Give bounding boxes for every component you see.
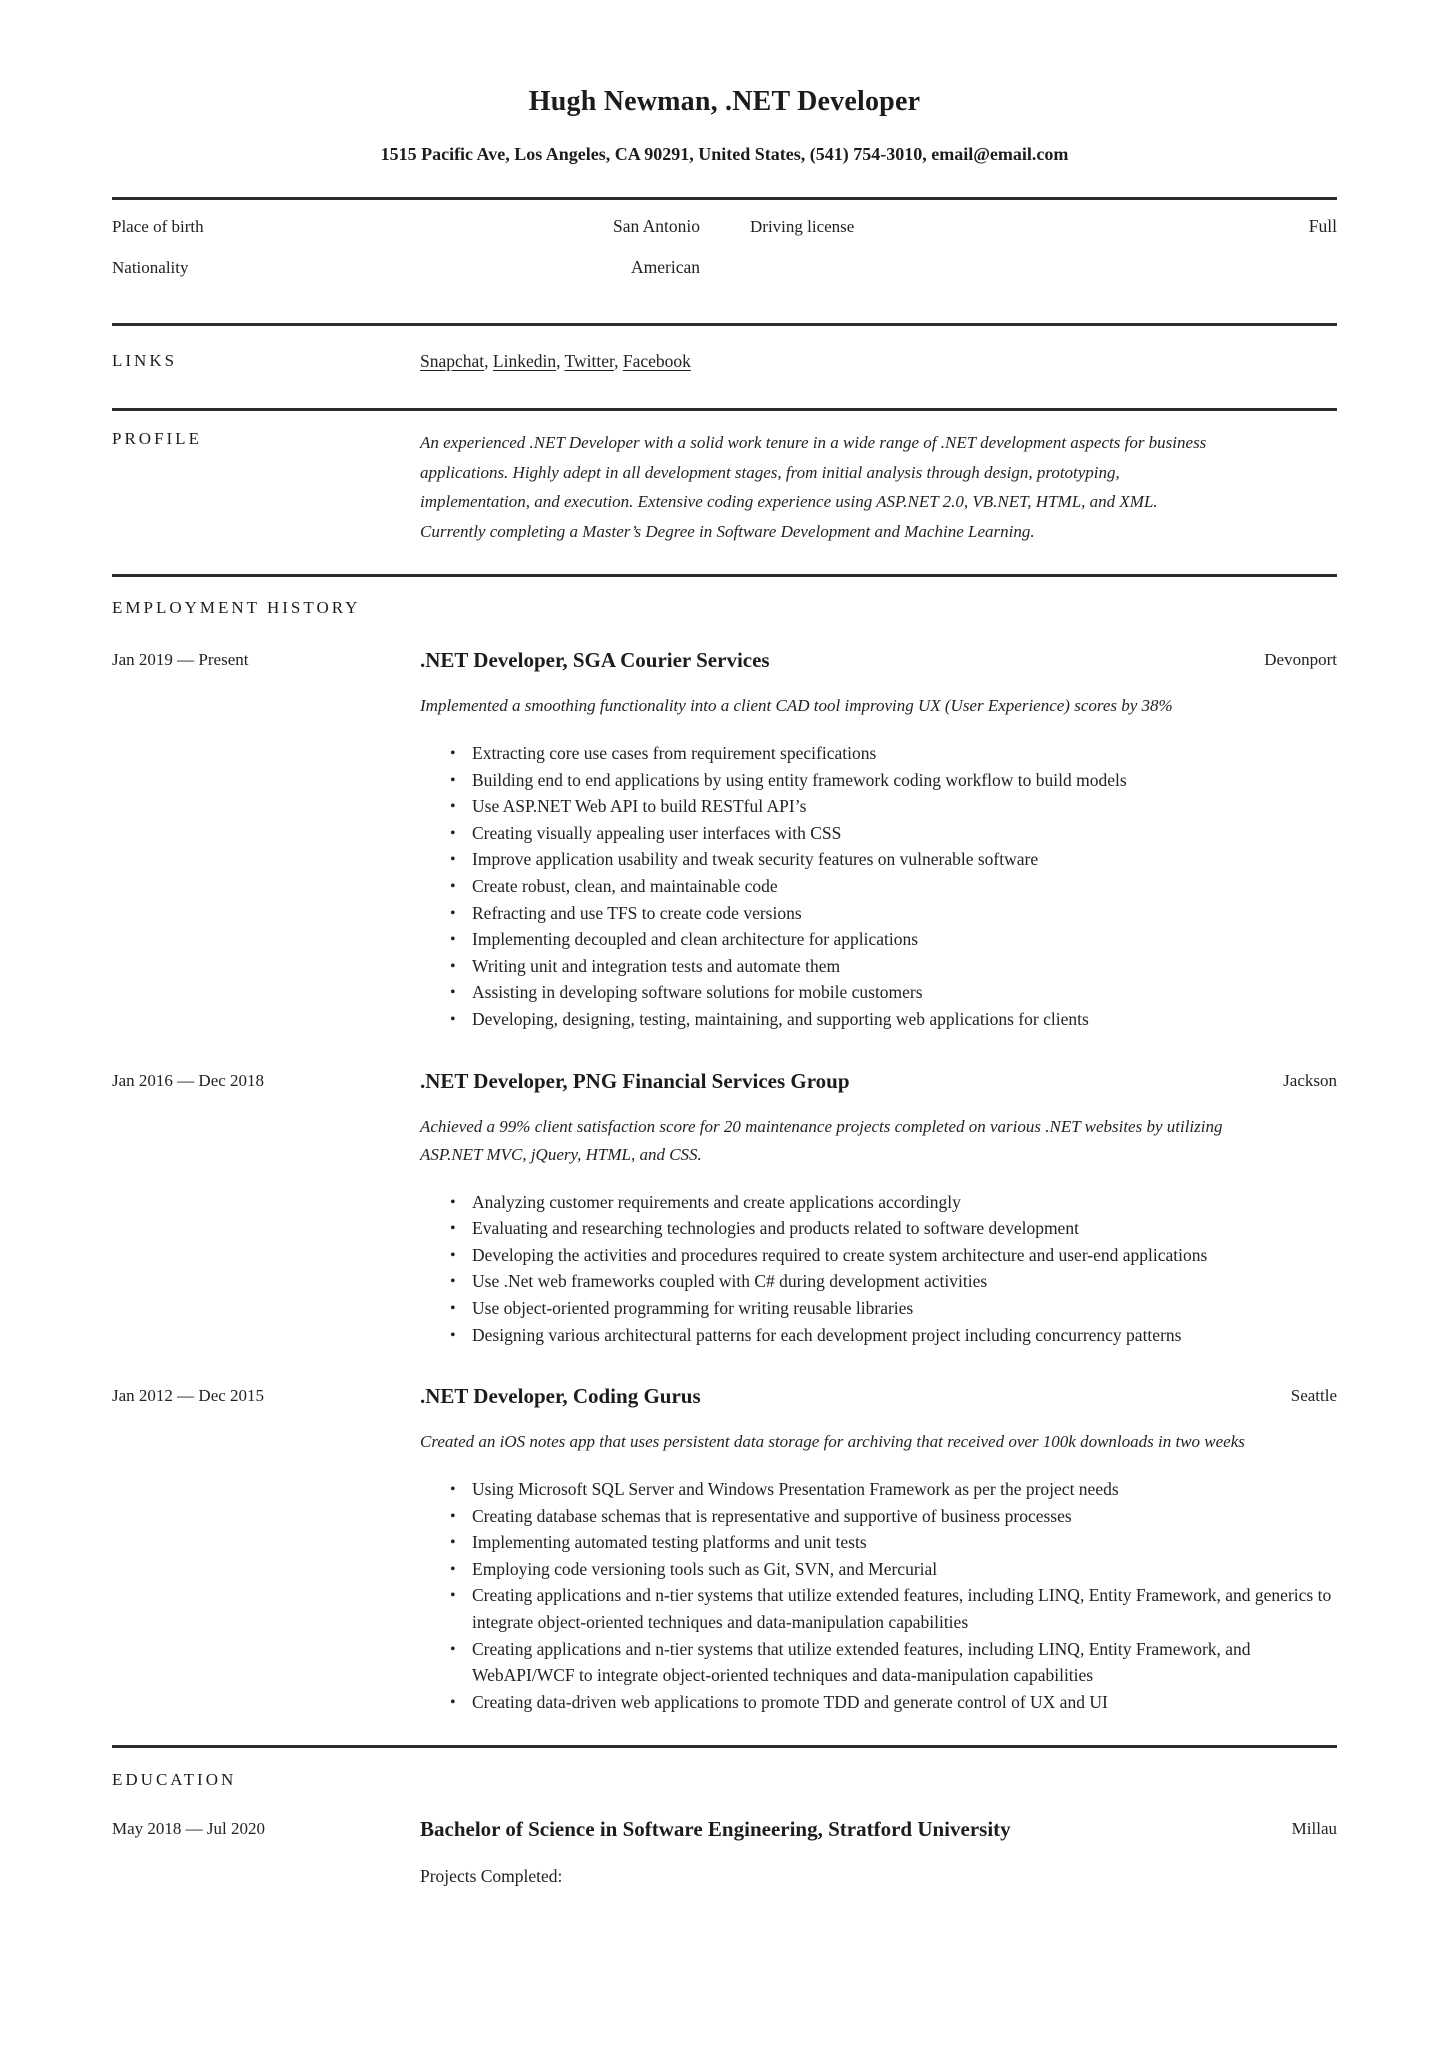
job-bullet: • Create robust, clean, and maintainable code — [450, 873, 1337, 900]
job-bullet: • Analyzing customer requirements and create applications accordingly — [450, 1189, 1337, 1216]
link-snapchat[interactable]: Snapchat — [420, 351, 485, 371]
education-location: Millau — [1291, 1819, 1337, 1839]
job-bullet: • Evaluating and researching technologies and products related to software development — [450, 1215, 1337, 1242]
job-entry — [112, 1382, 1337, 1715]
job-bullet: • Creating applications and n-tier systems that utilize extended features, including LINQ, Entity Framework, and WebAPI/WCF to integrate object-oriented techniques and data-manipulation capabilities — [450, 1636, 1337, 1689]
job-bullets — [420, 1476, 1337, 1715]
job-location: Jackson — [1283, 1070, 1337, 1090]
job-date: Jan 2016 — Dec 2018 — [112, 1070, 265, 1090]
job-bullet: • Assisting in developing software solutions for mobile customers — [450, 979, 1337, 1006]
job-title: .NET Developer, SGA Courier Services — [420, 648, 770, 672]
job-bullet: • Use object-oriented programming for writing reusable libraries — [450, 1295, 1337, 1322]
job-summary: Created an iOS notes app that uses persistent data storage for archiving that received over 100k downloads in two weeks — [420, 1432, 1245, 1452]
profile-heading: PROFILE — [112, 429, 202, 448]
employment-jobs — [112, 646, 1337, 1715]
job-bullet: • Implementing decoupled and clean architecture for applications — [450, 926, 1337, 953]
job-location: Devonport — [1264, 650, 1337, 669]
education-title: Bachelor of Science in Software Engineering, Stratford University — [420, 1817, 1011, 1842]
job-bullets — [420, 740, 1337, 1033]
job-bullet: • Extracting core use cases from requirement specifications — [450, 740, 1337, 767]
job-bullet: • Implementing automated testing platforms and unit tests — [450, 1529, 1337, 1556]
job-location: Seattle — [1290, 1386, 1337, 1406]
job-date: Jan 2019 — Present — [112, 650, 249, 669]
job-bullet: • Creating data-driven web applications to promote TDD and generate control of UX and UI — [450, 1689, 1337, 1716]
links-section — [112, 326, 1337, 408]
links-heading: LINKS — [112, 351, 178, 370]
personal-details-section — [112, 200, 1337, 323]
profile-text: An experienced .NET Developer with a solid work tenure in a wide range of .NET development aspects for business applications. Highly adept in all development stages, from initial analysis through design, prototyping, implementation, and execution. Extensive coding experience using ASP.NET 2.0, VB.NET, HTML, and XML. Currently completing a Master’s Degree in Software Development and Machine Learning. — [420, 433, 1207, 541]
education-entries — [112, 1815, 1337, 1887]
driving-license-label: Driving license — [750, 217, 855, 236]
job-bullet: • Employing code versioning tools such as Git, SVN, and Mercurial — [450, 1556, 1337, 1583]
page-title: Hugh Newman, .NET Developer — [528, 86, 921, 117]
link-facebook[interactable]: Facebook — [622, 351, 691, 371]
job-bullet: • Creating visually appealing user interfaces with CSS — [450, 820, 1337, 847]
job-bullet: • Creating applications and n-tier systems that utilize extended features, including LINQ, Entity Framework, and generics to integrate object-oriented techniques and data-manipulation capabilities — [450, 1582, 1337, 1635]
job-summary: Implemented a smoothing functionality into a client CAD tool improving UX (User Experience) scores by 38% — [420, 696, 1173, 715]
driving-license-value: Full — [1308, 216, 1337, 236]
profile-section — [112, 411, 1337, 574]
job-bullet: • Writing unit and integration tests and automate them — [450, 953, 1337, 980]
job-bullet: • Improve application usability and tweak security features on vulnerable software — [450, 846, 1337, 873]
links-list: Snapchat, Linkedin, Twitter, Facebook — [420, 351, 691, 371]
employment-heading: EMPLOYMENT HISTORY — [112, 598, 361, 617]
education-entry — [112, 1815, 1337, 1887]
contact-line: 1515 Pacific Ave, Los Angeles, CA 90291, United States, (541) 754-3010, email@email.com — [380, 144, 1069, 164]
job-entry — [112, 1067, 1337, 1349]
nationality-value: American — [631, 257, 700, 277]
link-linkedin[interactable]: Linkedin — [492, 351, 557, 371]
job-date: Jan 2012 — Dec 2015 — [112, 1386, 265, 1406]
nationality-label: Nationality — [112, 258, 189, 277]
job-bullets — [420, 1189, 1337, 1349]
job-bullet: • Refracting and use TFS to create code versions — [450, 900, 1337, 927]
place-of-birth-value: San Antonio — [612, 216, 700, 236]
education-heading: EDUCATION — [112, 1770, 237, 1790]
job-bullet: • Use ASP.NET Web API to build RESTful API’s — [450, 793, 1337, 820]
job-bullet: • Developing, designing, testing, maintaining, and supporting web applications for clients — [450, 1006, 1337, 1033]
place-of-birth-label: Place of birth — [112, 217, 204, 236]
education-note: Projects Completed: — [420, 1866, 563, 1887]
job-bullet: • Using Microsoft SQL Server and Windows Presentation Framework as per the project needs — [450, 1476, 1337, 1503]
job-entry — [112, 646, 1337, 1033]
job-bullet: • Developing the activities and procedures required to create system architecture and user-end applications — [450, 1242, 1337, 1269]
job-bullet: • Creating database schemas that is representative and supportive of business processes — [450, 1503, 1337, 1530]
job-summary: Achieved a 99% client satisfaction score for 20 maintenance projects completed on various .NET websites by utilizing ASP.NET MVC, jQuery, HTML, and CSS. — [420, 1116, 1223, 1164]
job-title: .NET Developer, PNG Financial Services Group — [420, 1068, 850, 1093]
education-section — [112, 1748, 1337, 1887]
link-twitter[interactable]: Twitter — [564, 351, 615, 371]
details-row — [112, 256, 1337, 279]
details-row — [112, 215, 1337, 238]
job-bullet: • Designing various architectural patterns for each development project including concurrency patterns — [450, 1322, 1337, 1349]
job-bullet: • Building end to end applications by using entity framework coding workflow to build models — [450, 767, 1337, 794]
job-title: .NET Developer, Coding Gurus — [420, 1384, 701, 1409]
job-bullet: • Use .Net web frameworks coupled with C# during development activities — [450, 1268, 1337, 1295]
education-date: May 2018 — Jul 2020 — [112, 1819, 265, 1839]
employment-section — [112, 577, 1337, 1745]
